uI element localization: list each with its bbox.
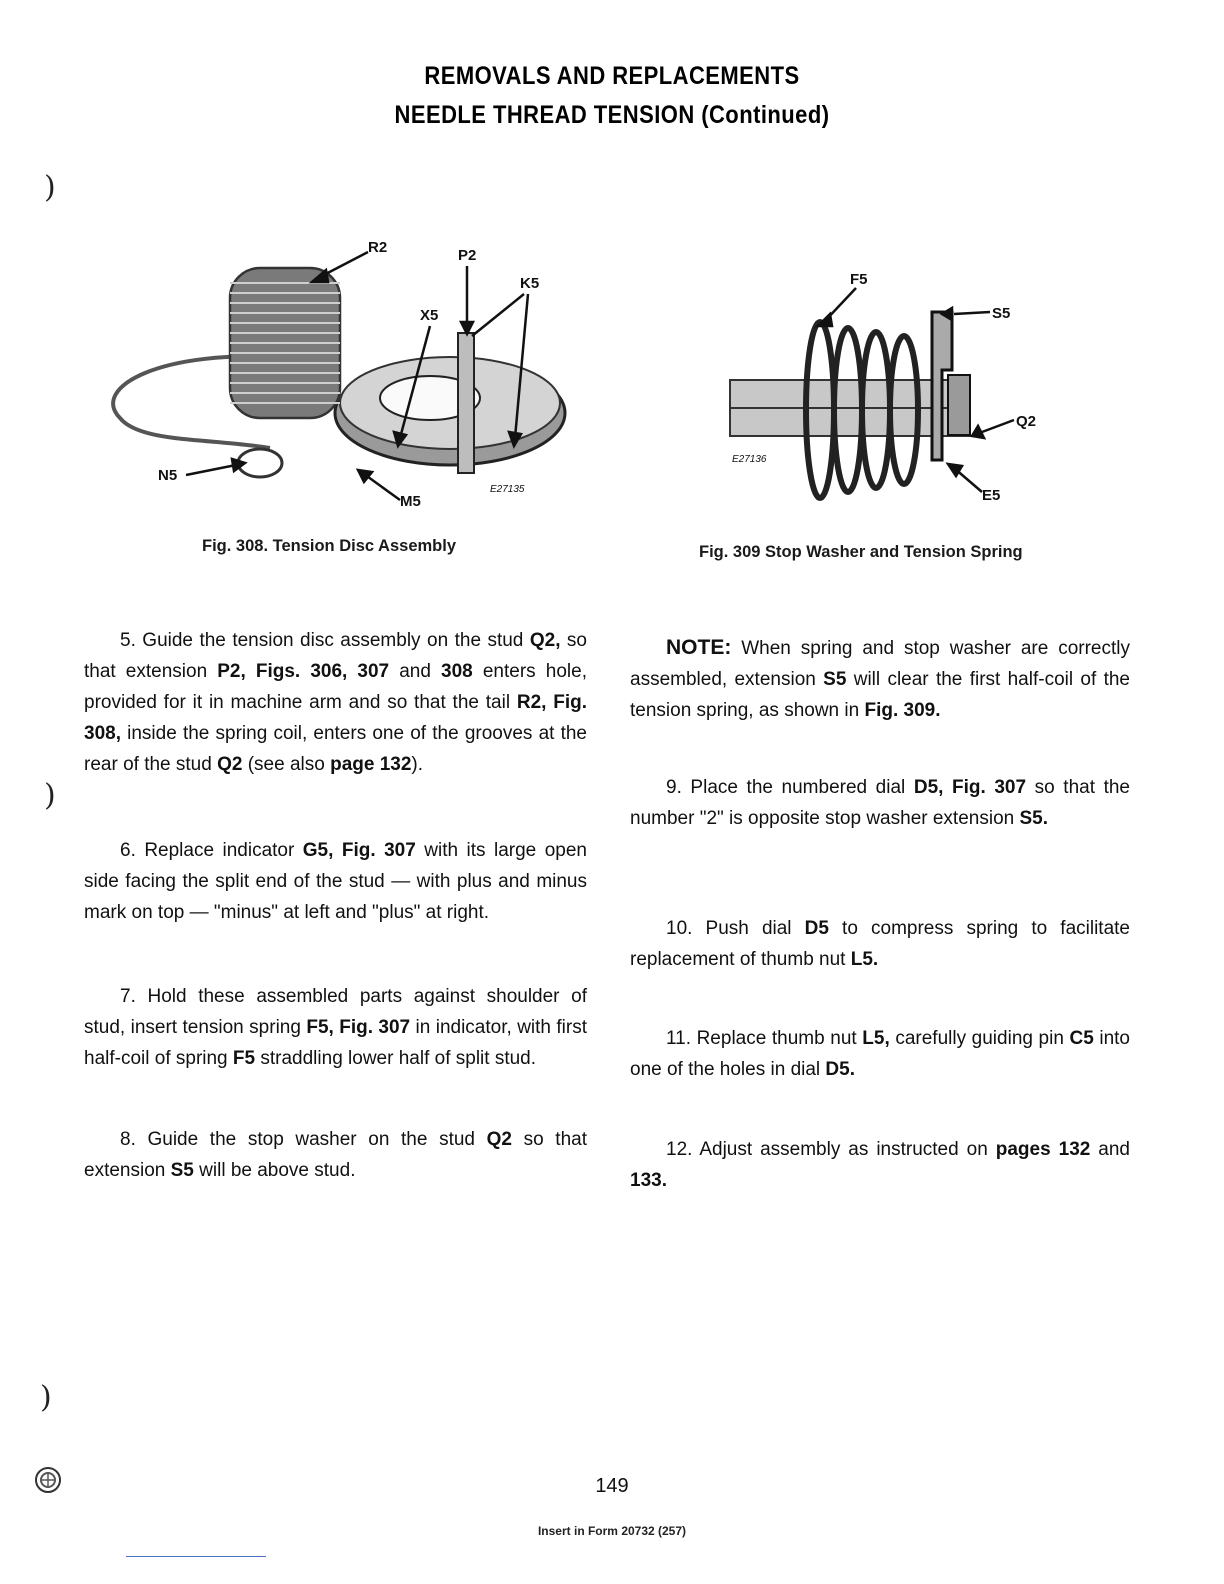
label-code: E27136 — [732, 454, 767, 465]
margin-parenthesis: ) — [44, 778, 56, 813]
note-paragraph: NOTE: When spring and stop washer are correctly assembled, extension S5 will clear the first half-coil of the tension spring, as shown in Fig. 309. — [630, 636, 1130, 721]
margin-parenthesis: ) — [44, 170, 56, 205]
stop-washer-illustration — [720, 270, 1060, 530]
tension-disc-illustration — [100, 238, 580, 518]
label-p2: P2 — [458, 247, 477, 264]
label-f5: F5 — [850, 271, 868, 288]
form-note: Insert in Form 20732 (257) — [537, 1524, 687, 1538]
label-code: E27135 — [490, 484, 525, 495]
divider — [126, 1556, 266, 1557]
label-q2: Q2 — [1016, 413, 1037, 430]
label-m5: M5 — [400, 493, 421, 510]
figure-308-tension-disc — [100, 238, 580, 518]
label-r2: R2 — [368, 239, 388, 256]
step-9-paragraph: 9. Place the numbered dial D5, Fig. 307 so that the number "2" is opposite stop washer extension S5. — [630, 777, 1130, 829]
figure-309-stop-washer — [720, 270, 1060, 530]
step-6-paragraph: 6. Replace indicator G5, Fig. 307 with its large open side facing the split end of the stud — with plus and minus mark on top — "minus" at left and "plus" at right. — [84, 840, 587, 923]
page-number: 149 — [595, 1475, 629, 1497]
page-title: REMOVALS AND REPLACEMENTS — [424, 62, 800, 90]
margin-parenthesis: ) — [40, 1380, 52, 1415]
label-n5: N5 — [158, 467, 178, 484]
label-k5: K5 — [520, 275, 540, 292]
figure-308-caption: Fig. 308. Tension Disc Assembly — [202, 537, 457, 555]
step-11-paragraph: 11. Replace thumb nut L5, carefully guiding pin C5 into one of the holes in dial D5. — [630, 1028, 1131, 1080]
figure-309-caption: Fig. 309 Stop Washer and Tension Spring — [699, 543, 1023, 561]
step-5-paragraph: 5. Guide the tension disc assembly on the stud Q2, so that extension P2, Figs. 306, 307 and 308 enters hole, provided for it in machine arm and so that the tail R2, Fig. 308, inside the spring coil, enters one of the grooves at the rear of the stud Q2 (see also page 132). — [84, 630, 587, 775]
step-12-paragraph: 12. Adjust assembly as instructed on pages 132 and 133. — [630, 1139, 1130, 1191]
label-s5: S5 — [992, 305, 1011, 322]
label-e5: E5 — [982, 487, 1001, 504]
label-x5: X5 — [420, 307, 439, 324]
page-subtitle: NEEDLE THREAD TENSION (Continued) — [394, 101, 830, 129]
step-8-paragraph: 8. Guide the stop washer on the stud Q2 so that extension S5 will be above stud. — [84, 1129, 588, 1181]
step-10-paragraph: 10. Push dial D5 to compress spring to facilitate replacement of thumb nut L5. — [630, 918, 1130, 970]
step-7-paragraph: 7. Hold these assembled parts against shoulder of stud, insert tension spring F5, Fig. 307 in indicator, with first half-coil of spring F5 straddling lower half of split stud. — [84, 986, 588, 1069]
